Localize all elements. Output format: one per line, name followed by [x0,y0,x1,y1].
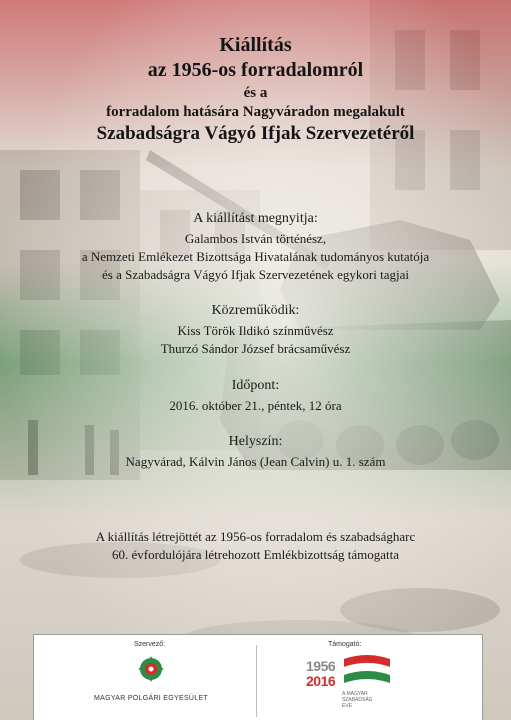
logo-caption-3: ÉVE [342,703,353,709]
title-line-5: Szabadságra Vágyó Ifjak Szervezetéről [96,123,415,144]
logo-caption-1: A MAGYAR [342,691,368,697]
place-value: Nagyvárad, Kálvin János (Jean Calvin) u. 1. szám [125,454,386,469]
organizer-label: Szervező: [134,641,166,648]
place-heading: Helyszín: [228,434,283,449]
title-line-4: forradalom hatására Nagyváradon megalakult [106,104,405,120]
title-line-1: Kiállítás [219,34,292,56]
logo-year-2016: 2016 [306,673,336,689]
organizer-name: MAGYAR POLGÁRI EGYESÜLET [93,695,209,702]
time-heading: Időpont: [231,378,280,393]
footer [33,634,483,720]
opening-line-1: Galambos István történész, [184,231,327,246]
organizer-emblem-icon [138,655,164,685]
support-line-1: A kiállítás létrejöttét az 1956-os forradalom és szabadságharc [95,529,416,544]
footer-divider [256,645,257,717]
title-line-3: és a [243,85,268,101]
title-line-2: az 1956-os forradalomról [147,59,364,81]
performer-1: Kiss Török Ildikó színművész [177,323,334,338]
opening-heading: A kiállítást megnyitja: [193,211,318,226]
opening-line-2: a Nemzeti Emlékezet Bizottsága Hivatalának tudományos kutatója [81,249,430,264]
time-value: 2016. október 21., péntek, 12 óra [169,398,342,413]
logo-caption-2: SZABADSÁG [342,697,373,703]
hungarian-flag-icon [342,653,392,689]
performers-heading: Közreműködik: [211,303,300,318]
opening-line-3: és a Szabadságra Vágyó Ifjak Szervezetének egykori tagjai [102,267,409,282]
logo-year-1956: 1956 [306,658,336,674]
support-line-2: 60. évfordulójára létrehozott Emlékbizottság támogatta [112,547,399,562]
performer-2: Thurzó Sándor József brácsaművész [160,341,351,356]
sponsor-label: Támogató: [328,641,362,648]
